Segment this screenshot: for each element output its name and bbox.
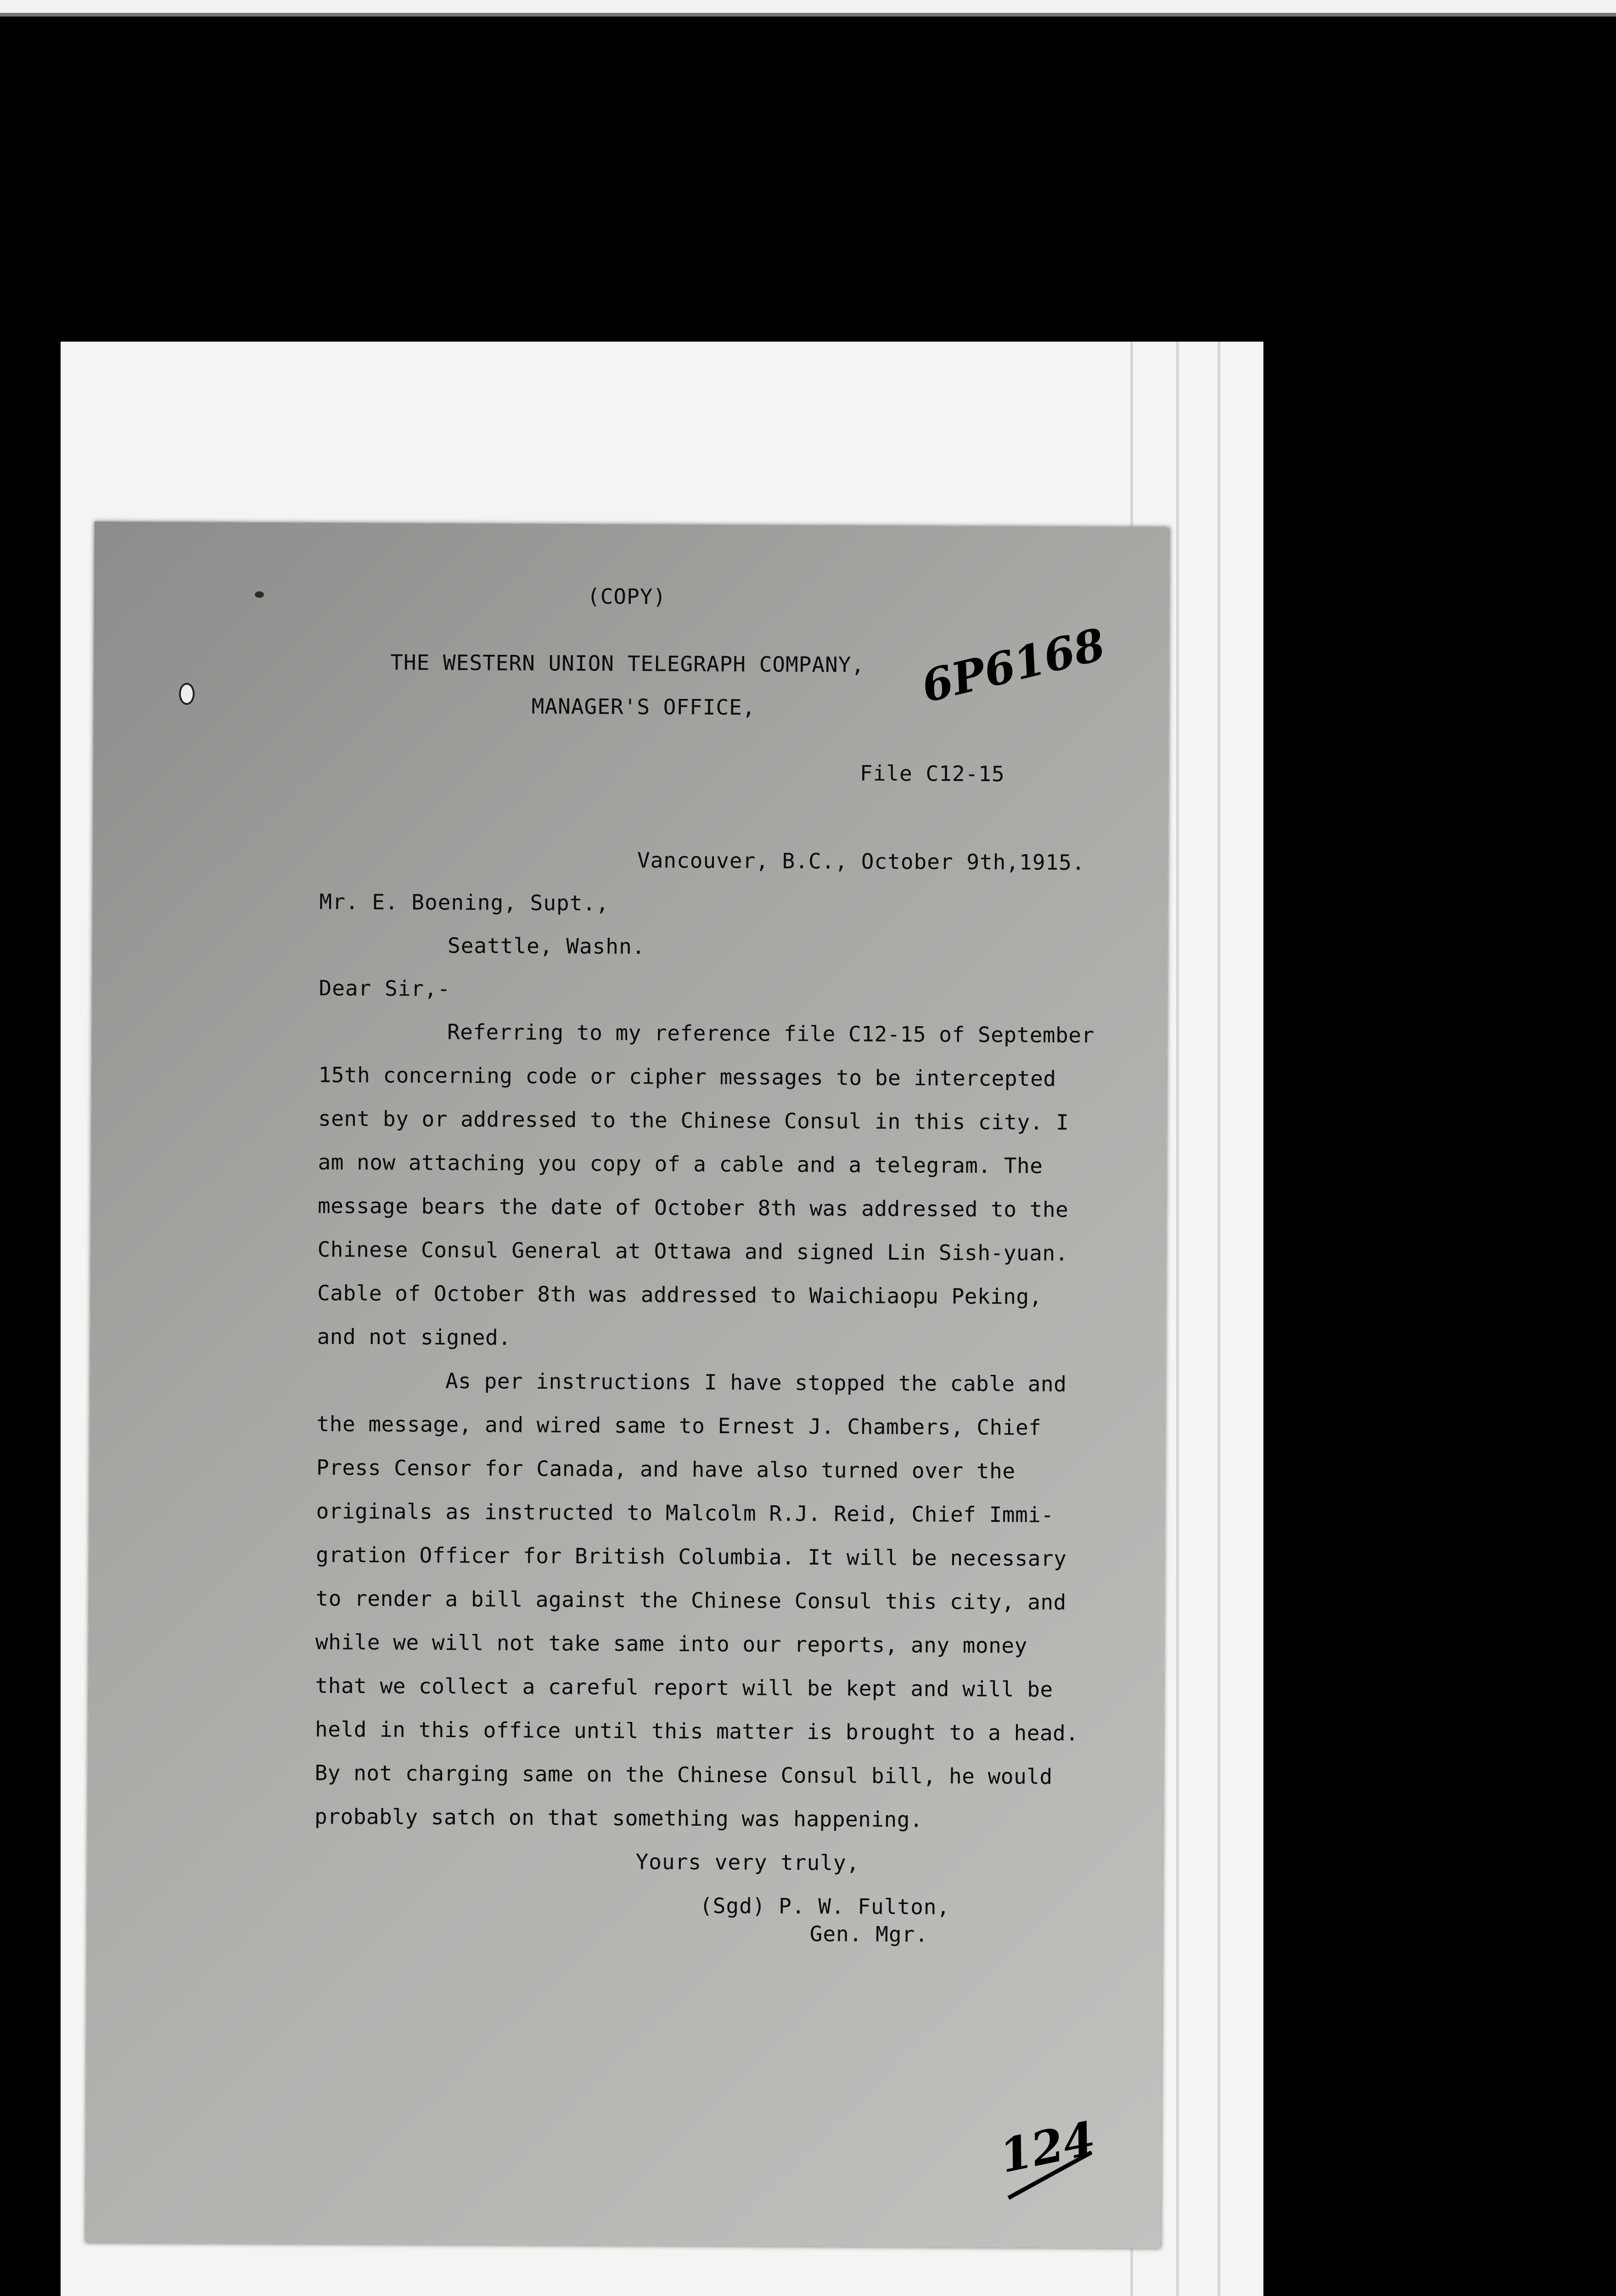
recipient-location: Seattle, Washn. (447, 933, 645, 959)
signature: (Sgd) P. W. Fulton, (699, 1893, 950, 1919)
place-date: Vancouver, B.C., October 9th,1915. (637, 848, 1085, 875)
body-line: Press Censor for Canada, and have also turned over the (316, 1455, 1016, 1484)
handwritten-page-number: 124 (995, 2110, 1100, 2183)
body-line: am now attaching you copy of a cable and a telegram. The (318, 1149, 1043, 1178)
body-line: that we collect a careful report will be kept and will be (315, 1673, 1053, 1702)
handwritten-file-number: 6P6168 (916, 618, 1110, 713)
body-line: probably satch on that something was happening. (314, 1804, 923, 1832)
film-top-strip (0, 0, 1616, 17)
body-line: sent by or addressed to the Chinese Consul in this city. I (318, 1106, 1069, 1135)
signature-title: Gen. Mgr. (809, 1921, 929, 1947)
body-line: originals as instructed to Malcolm R.J. Reid, Chief Immi- (316, 1498, 1054, 1527)
body-line: Referring to my reference file C12-15 of September (447, 1019, 1094, 1048)
body-line: held in this office until this matter is brought to a head. (314, 1716, 1079, 1746)
copy-mark: (COPY) (587, 584, 667, 609)
body-line: By not charging same on the Chinese Consul bill, he would (314, 1760, 1053, 1789)
body-line: and not signed. (317, 1324, 511, 1350)
body-line: to render a bill against the Chinese Consul this city, and (315, 1586, 1066, 1615)
body-line: 15th concerning code or cipher messages to be intercepted (318, 1062, 1056, 1091)
backing-sheet-edge (1218, 342, 1220, 2296)
body-line: while we will not take same into our reports, any money (315, 1629, 1027, 1658)
closing: Yours very truly, (635, 1849, 860, 1875)
punch-hole (179, 683, 195, 705)
backing-sheet-edge (1176, 342, 1179, 2296)
body-line: gration Officer for British Columbia. It will be necessary (315, 1542, 1067, 1571)
body-line: As per instructions I have stopped the cable and (445, 1368, 1067, 1397)
office-name: MANAGER'S OFFICE, (531, 693, 756, 720)
body-line: Chinese Consul General at Ottawa and signed Lin Sish-yuan. (317, 1237, 1068, 1266)
body-line: Cable of October 8th was addressed to Waichiaopu Peking, (317, 1280, 1043, 1309)
page-number-stroke (1004, 2143, 1096, 2207)
file-reference: File C12-15 (859, 760, 1005, 787)
ink-smudge (255, 591, 264, 598)
body-line: the message, and wired same to Ernest J. Chambers, Chief (316, 1411, 1042, 1440)
salutation: Dear Sir,- (319, 975, 451, 1001)
body-line: message bears the date of October 8th was addressed to the (317, 1193, 1069, 1222)
letter-page (85, 522, 1170, 2248)
recipient-name: Mr. E. Boening, Supt., (319, 889, 609, 916)
company-name: THE WESTERN UNION TELEGRAPH COMPANY, (390, 650, 865, 677)
